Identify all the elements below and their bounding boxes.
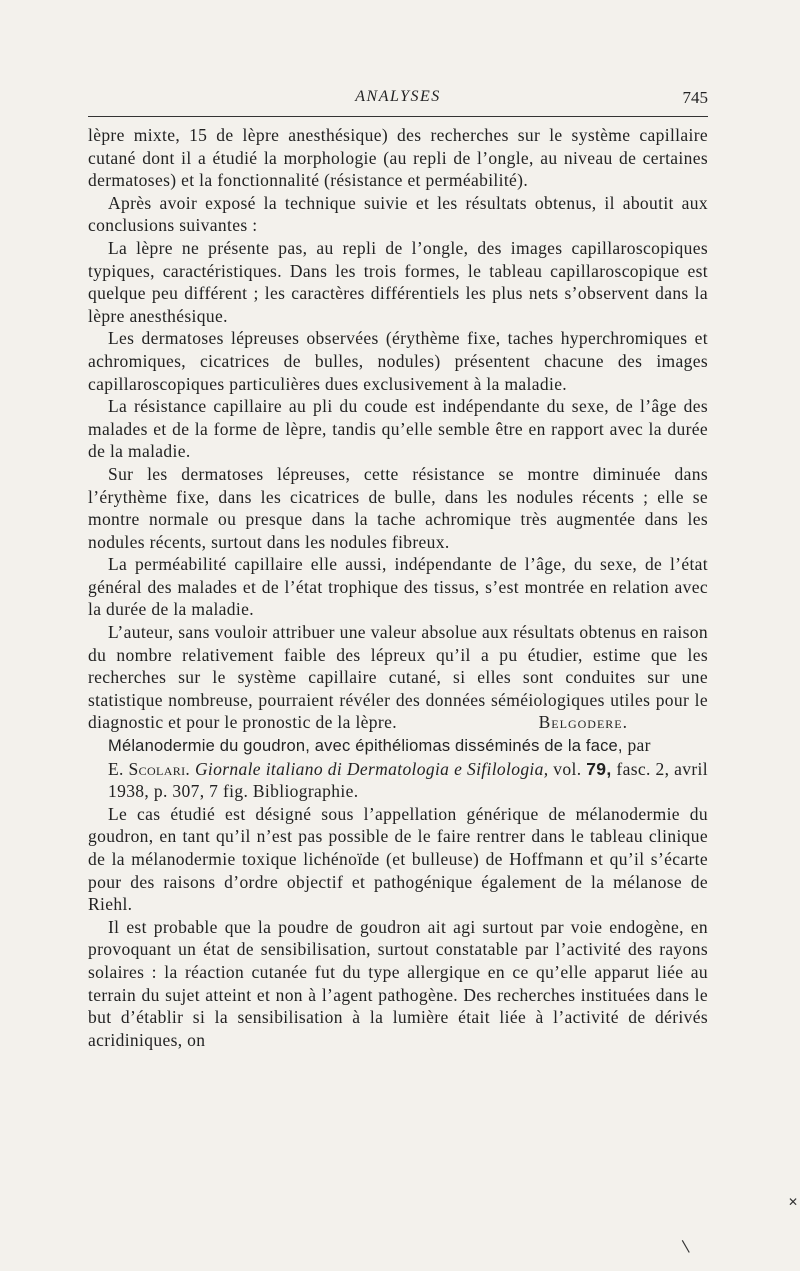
margin-mark: ✕ <box>788 1195 799 1209</box>
article-heading <box>88 734 708 803</box>
paragraph: Sur les dermatoses lépreuses, cette résistance se montre diminuée dans l’érythème fixe, dans les cicatrices de bulle, dans les nodules récents ; elle se montre normale ou presque dans la tache achromique très augmentée dans les nodules récents, surtout dans les nodules fibreux. <box>88 463 708 552</box>
article-vol-label: vol. <box>553 758 582 779</box>
article-author: E. Scolari. <box>108 758 191 779</box>
paragraph: La perméabilité capillaire elle aussi, indépendante de l’âge, du sexe, de l’état général des malades et de l’état trophique des tissus, s’est montrée en relation avec la durée de la maladie. <box>88 554 708 620</box>
article-journal: Giornale italiano di Dermatologia e Sifilologia, <box>194 758 549 779</box>
paragraph: Les dermatoses lépreuses observées (érythème fixe, taches hyperchromiques et achromiques, cicatrices de bulles, nodules) présentent chacune des images capillaroscopiques particulières dues exclusivement à la maladie. <box>88 328 708 394</box>
paragraph: La lèpre ne présente pas, au repli de l’ongle, des images capillaroscopiques typiques, caractéristiques. Dans les trois formes, le tableau capillaroscopique est quelque peu différent ; les caractères différentiels les plus nets s’observent dans la lèpre anesthésique. <box>88 237 708 326</box>
paragraph: lèpre mixte, 15 de lèpre anesthésique) des recherches sur le système capillaire cutané dont il a étudié la morphologie (au repli de l’ongle, au niveau de certaines dermatoses) et la fonctionnalité (résistance et perméabilité). <box>88 125 708 191</box>
body-text <box>88 124 708 1051</box>
page-number: 745 <box>682 88 708 107</box>
header-rule <box>88 116 708 117</box>
reviewer-signature: Belgodere. <box>538 712 628 733</box>
paragraph <box>88 621 708 734</box>
article-vol-number: 79, <box>586 758 612 779</box>
margin-mark: ❘ <box>677 1237 695 1256</box>
article-title: Mélanodermie du goudron, avec épithéliomas disséminés de la face, <box>108 737 623 756</box>
paragraph: Le cas étudié est désigné sous l’appellation générique de mélanodermie du goudron, en tant qu’il n’est pas possible de le faire rentrer dans le tableau clinique de la mélanodermie toxique lichénoïde (et bulleuse) de Hoffmann et qu’il s’écarte pour des raisons d’ordre objectif et pathogénique également de la mélanose de Riehl. <box>88 803 708 915</box>
paragraph: Après avoir exposé la technique suivie et les résultats obtenus, il aboutit aux conclusions suivantes : <box>88 192 708 236</box>
running-title: ANALYSES <box>355 88 441 105</box>
paragraph: La résistance capillaire au pli du coude est indépendante du sexe, de l’âge des malades et de la forme de lèpre, tandis qu’elle semble être en rapport avec la durée de la maladie. <box>88 396 708 462</box>
page-header <box>88 88 708 114</box>
article-reference <box>88 758 708 803</box>
paragraph: Il est probable que la poudre de goudron ait agi surtout par voie endogène, en provoquant un état de sensibilisation, surtout constatable par l’activité des rayons solaires : la réaction cutanée fut du type allergique en ce qu’elle apparut liée au terrain du sujet atteint et non à l’agent pathogène. Des recherches instituées dans le but d’établir si la sensibilisation à la lumière était liée à l’activité de dérivés acridiniques, on <box>88 916 708 1050</box>
article-details: fasc. 2, avril 1938, p. 307, 7 fig. Bibliographie. <box>108 758 708 802</box>
paragraph-text: L’auteur, sans vouloir attribuer une valeur absolue aux résultats obtenus en raison du nombre relativement faible des lépreux qu’il a pu étudier, estime que les recherches sur le système capillaire cutané, si elles sont conduites sur une statistique nombreuse, pourraient révéler des données séméiologiques utiles pour le diagnostic et pour le pronostic de la lèpre. <box>88 622 708 733</box>
article-par: par <box>627 735 651 756</box>
